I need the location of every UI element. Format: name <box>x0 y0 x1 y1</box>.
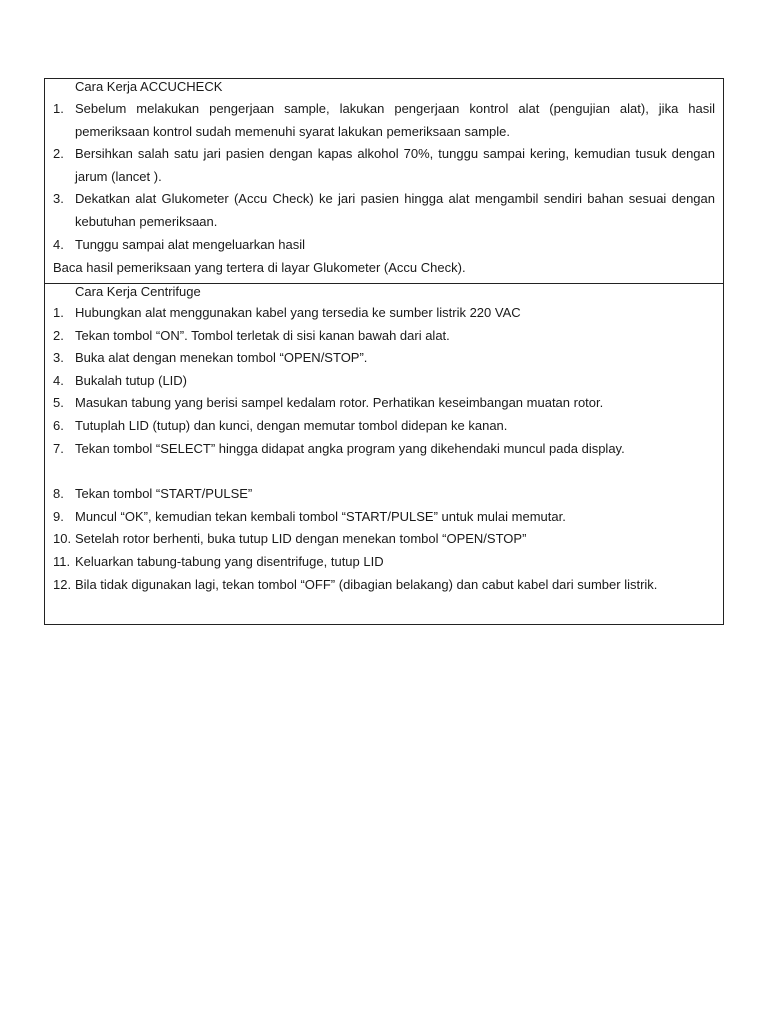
accucheck-step-1 <box>53 98 715 143</box>
step-text: Tekan tombol “START/PULSE” <box>75 486 253 501</box>
step-number: 5. <box>53 395 64 410</box>
step-text: Bukalah tutup (LID) <box>75 373 188 388</box>
step-number: 3. <box>53 191 64 206</box>
step-number: 12. <box>53 577 72 592</box>
step-number: 3. <box>53 350 64 365</box>
accucheck-step-4 <box>53 234 715 256</box>
step-text: Sebelum melakukan pengerjaan sample, lakukan pengerjaan kontrol alat (pengujian alat), jika hasil pemeriksaan kontrol sudah memenuhi syarat lakukan pemeriksaan sample. <box>75 101 715 139</box>
step-number: 6. <box>53 418 64 433</box>
step-text: Bila tidak digunakan lagi, tekan tombol “OFF” (dibagian belakang) dan cabut kabel dari sumber listrik. <box>75 577 658 592</box>
accucheck-procedure-box <box>44 78 724 283</box>
step-text: Muncul “OK”, kemudian tekan kembali tombol “START/PULSE” untuk mulai memutar. <box>75 509 566 524</box>
step-number: 1. <box>53 305 64 320</box>
centrifuge-procedure-box <box>44 283 724 625</box>
step-number: 9. <box>53 509 64 524</box>
step-number: 11. <box>53 554 71 569</box>
accucheck-title: Cara Kerja ACCUCHECK <box>75 79 223 94</box>
step-text: Tekan tombol “SELECT” hingga didapat angka program yang dikehendaki muncul pada display. <box>75 441 625 456</box>
step-text: Tutuplah LID (tutup) dan kunci, dengan memutar tombol didepan ke kanan. <box>75 418 508 433</box>
step-text: Masukan tabung yang berisi sampel kedalam rotor. Perhatikan keseimbangan muatan rotor. <box>75 395 604 410</box>
step-number: 4. <box>53 237 64 252</box>
step-number: 4. <box>53 373 64 388</box>
step-number: 1. <box>53 101 64 116</box>
step-text: Setelah rotor berhenti, buka tutup LID dengan menekan tombol “OPEN/STOP” <box>75 531 527 546</box>
step-text: Buka alat dengan menekan tombol “OPEN/STOP”. <box>75 350 368 365</box>
accucheck-step-3 <box>53 188 715 233</box>
step-number: 8. <box>53 486 64 501</box>
centrifuge-title: Cara Kerja Centrifuge <box>75 284 201 299</box>
step-number: 7. <box>53 441 64 456</box>
step-text: Keluarkan tabung-tabung yang disentrifuge, tutup LID <box>75 554 384 569</box>
step-text: Tekan tombol “ON”. Tombol terletak di sisi kanan bawah dari alat. <box>75 328 450 343</box>
accucheck-closing-text: Baca hasil pemeriksaan yang tertera di layar Glukometer (Accu Check). <box>53 260 466 275</box>
step-text: Tunggu sampai alat mengeluarkan hasil <box>75 237 306 252</box>
accucheck-step-2 <box>53 143 715 188</box>
step-number: 2. <box>53 146 64 161</box>
step-text: Hubungkan alat menggunakan kabel yang tersedia ke sumber listrik 220 VAC <box>75 305 521 320</box>
step-number: 2. <box>53 328 64 343</box>
step-number: 10. <box>53 531 72 546</box>
step-text: Bersihkan salah satu jari pasien dengan kapas alkohol 70%, tunggu sampai kering, kemudian tusuk dengan jarum (lancet ). <box>75 146 715 184</box>
step-text: Dekatkan alat Glukometer (Accu Check) ke jari pasien hingga alat mengambil sendiri bahan sesuai dengan kebutuhan pemeriksaan. <box>75 191 715 229</box>
